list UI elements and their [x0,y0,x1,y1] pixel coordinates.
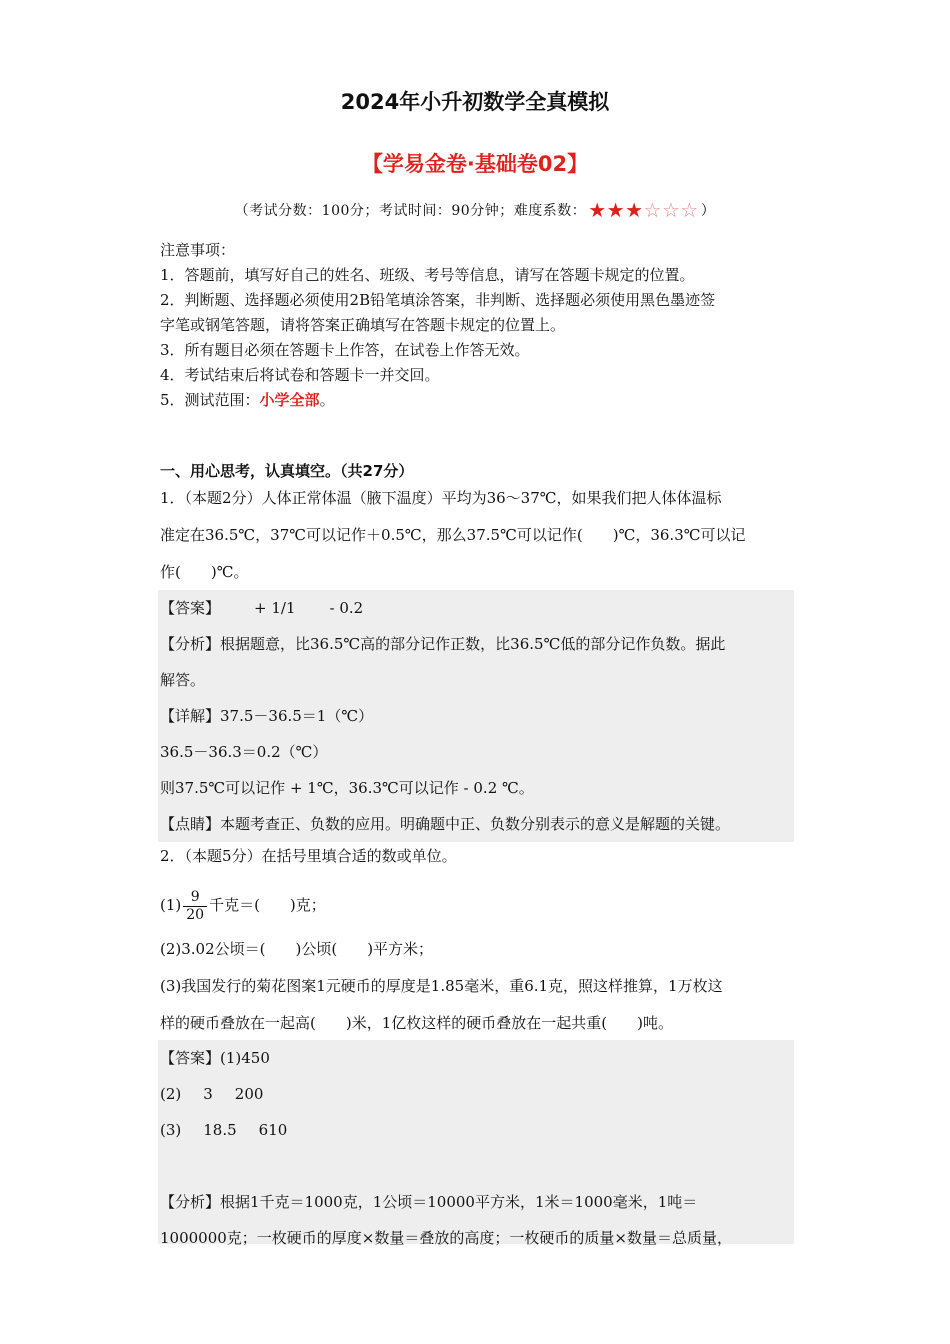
analysis-line: 【分析】根据题意，比36.5℃高的部分记作正数，比36.5℃低的部分记作负数。据此 [160,635,726,653]
star-empty-icon: ☆ [661,198,681,222]
star-empty-icon: ☆ [680,198,699,222]
answer-line [160,1076,794,1112]
part-label: (1) [160,896,182,914]
question-1 [160,480,792,591]
exam-info [0,200,950,221]
exam-info-close: ） [700,203,716,219]
spacer [160,1148,794,1184]
part-text: 千克＝( )克； [209,896,326,914]
note-item: 2．判断题、选择题必须使用2B铅笔填涂答案，非判断、选择题必须使用黑色墨迹签 [160,291,716,309]
question-text: 1．（本题2分）人体正常体温（腋下温度）平均为36～37℃，如果我们把人体体温标 [160,489,722,507]
answer-value: - 0.2 [329,599,364,617]
answer-block-2 [158,1040,794,1247]
exam-subtitle: 【学易金卷·基础卷02】 [361,152,589,176]
answer-value: 3 [203,1085,213,1103]
note-item: 字笔或钢笔答题，请将答案正确填写在答题卡规定的位置上。 [160,316,566,334]
answer-line [160,590,794,626]
answer-block-1 [158,590,794,842]
note-item [160,388,800,413]
note-item: 4．考试结束后将试卷和答题卡一并交回。 [160,366,440,384]
answer-part-label: (2) [160,1085,182,1103]
star-empty-icon: ☆ [643,198,662,222]
fraction-numerator: 9 [183,889,207,907]
note-item: 1．答题前，填写好自己的姓名、班级、考号等信息，请写在答题卡规定的位置。 [160,266,695,284]
answer-line [160,1112,794,1148]
exam-info-text: （考试分数：100分；考试时间：90分钟；难度系数： [234,203,587,219]
note-scope-suffix: 。 [319,391,335,409]
question-text: 2．（本题5分）在括号里填合适的数或单位。 [160,847,457,865]
question-2 [160,838,792,1042]
question-part-3: (3)我国发行的菊花图案1元硬币的厚度是1.85毫米，重6.1克，照这样推算，1万枚这 [160,977,723,995]
star-filled-icon: ★ [588,198,607,222]
answer-value: 18.5 [203,1121,237,1139]
answer-value: 610 [258,1121,288,1139]
star-filled-icon: ★ [606,198,626,222]
fraction [183,889,207,924]
section-heading: 一、用心思考，认真填空。（共27分） [160,462,414,480]
question-part-3-cont: 样的硬币叠放在一起高( )米，1亿枚这样的硬币叠放在一起共重( )吨。 [160,1014,673,1032]
question-text: 准定在36.5℃，37℃可以记作＋0.5℃，那么37.5℃可以记作( )℃，36.3℃可以记 [160,526,746,544]
question-part-2: (2)3.02公顷＝( )公顷( )平方米； [160,940,434,958]
analysis-line: 1000000克；一枚硬币的厚度×数量＝叠放的高度；一枚硬币的质量×数量＝总质量， [160,1229,732,1247]
star-filled-icon: ★ [625,198,644,222]
analysis-line: 解答。 [160,671,206,689]
answer-value: 200 [234,1085,264,1103]
question-part-1 [160,885,792,925]
answer-part-label: (3) [160,1121,182,1139]
question-text: 作( )℃。 [160,563,249,581]
difficulty-stars [588,198,699,222]
detail-line: 则37.5℃可以记作 + 1℃，36.3℃可以记作 - 0.2 ℃。 [160,779,534,797]
notes-section [160,238,800,413]
comment-line: 【点睛】本题考查正、负数的应用。明确题中正、负数分别表示的意义是解题的关键。 [160,815,731,833]
page-title: 2024年小升初数学全真模拟 [340,90,610,114]
analysis-line: 【分析】根据1千克＝1000克，1公顷＝10000平方米，1米＝1000毫米，1吨＝ [160,1193,698,1211]
detail-line: 36.5－36.3＝0.2（℃） [160,743,328,761]
note-item: 3．所有题目必须在答题卡上作答，在试卷上作答无效。 [160,341,530,359]
answer-label: 【答案】 [160,599,221,617]
note-scope-prefix: 5．测试范围： [160,391,260,409]
answer-line: 【答案】(1)450 [160,1049,270,1067]
detail-line: 【详解】37.5－36.5＝1（℃） [160,707,374,725]
fraction-denominator: 20 [186,906,205,923]
note-scope-value: 小学全部 [259,391,320,409]
answer-value: + 1/1 [254,599,296,617]
notes-heading: 注意事项： [160,241,236,259]
